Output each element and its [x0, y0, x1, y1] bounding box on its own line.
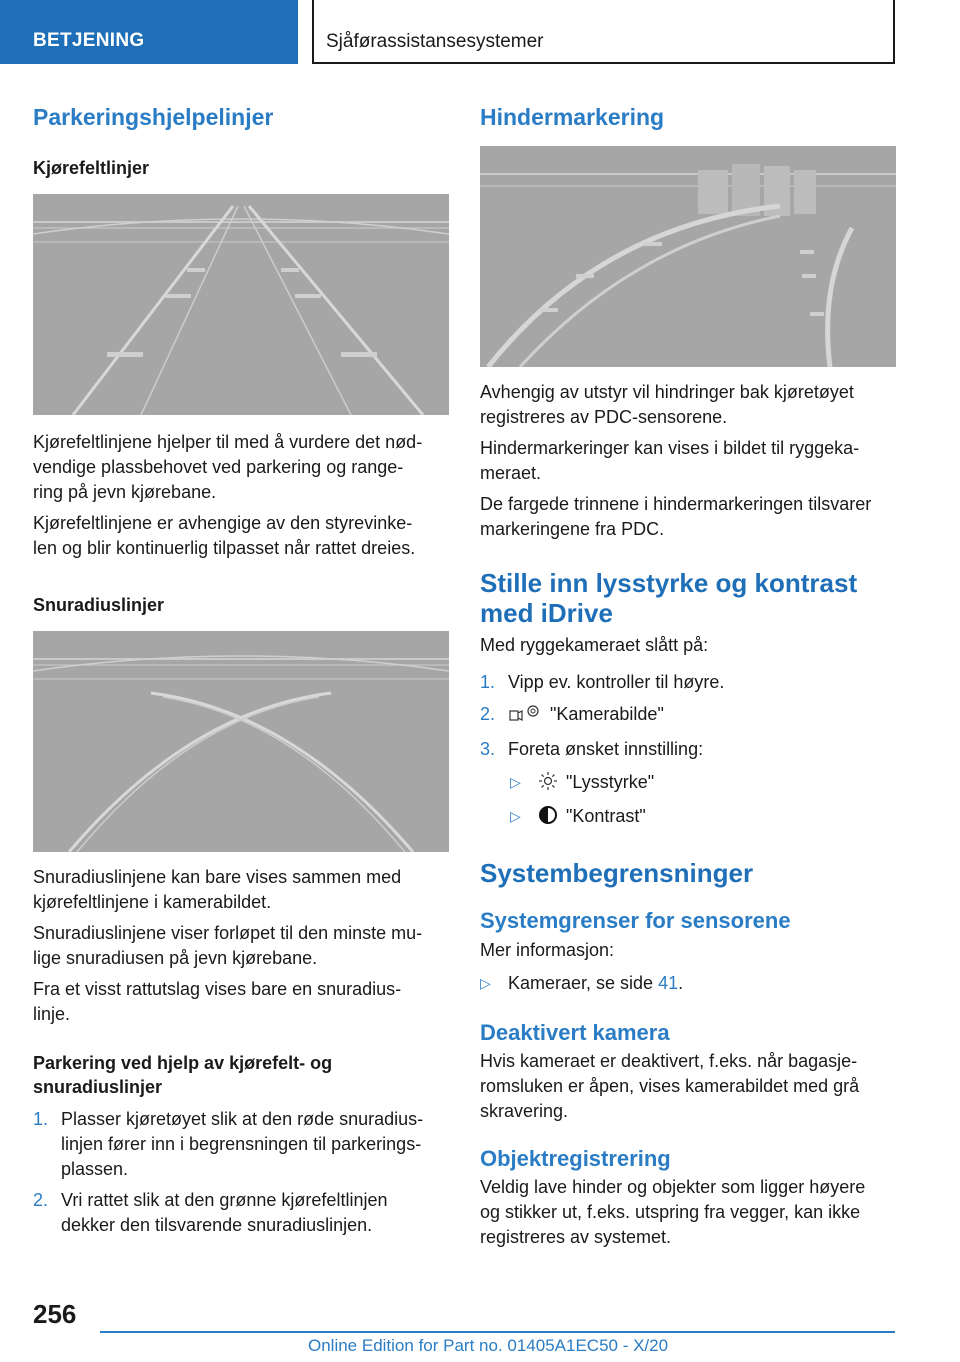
triangle-bullet-icon: ▷	[510, 808, 521, 824]
subtitle-turning-lines: Snuradiuslinjer	[33, 595, 165, 615]
subtitle-parking-with-lines: Parkering ved hjelp av kjørefelt- og snuradiuslinjer	[33, 1053, 333, 1097]
section-label: BETJENING	[33, 30, 145, 51]
list-item: ▷ "Kontrast"	[480, 804, 898, 832]
page-link[interactable]: 41	[658, 973, 679, 993]
obstacle-marking-image	[480, 146, 896, 367]
turning-lines-paragraph-1: Snuradiuslinjene kan bare vises sammen med kjørefeltlinjene i kamerabildet.	[33, 867, 402, 912]
turning-lines-paragraph-3: Fra et visst rattutslag vises bare en snuradius- linje.	[33, 979, 402, 1024]
lane-lines-paragraph-2: Kjørefeltlinjene er avhengige av den styrevinke- len og blir kontinuerlig tilpasset når rattet dreies.	[33, 513, 416, 558]
step-number: 3.	[480, 739, 496, 759]
lane-lines-paragraph-1: Kjørefeltlinjene hjelper til med å vurdere det nød- vendige plassbehovet ved parkering og range- ring på jevn kjørebane.	[33, 432, 423, 502]
title-sensor-limits: Systemgrenser for sensorene	[480, 908, 791, 933]
list-item: 2. "Kamerabilde"	[480, 702, 898, 730]
lane-lines-image	[33, 194, 449, 415]
right-column	[480, 100, 898, 1250]
list-item: 3. Foreta ønsket innstilling:	[480, 737, 898, 762]
triangle-bullet-icon: ▷	[510, 774, 521, 790]
chapter-tab	[312, 0, 895, 64]
more-info-label: Mer informasjon:	[480, 940, 615, 960]
list-item: ▷ "Lysstyrke"	[480, 770, 898, 798]
brightness-icon	[538, 771, 560, 798]
list-item: 1. Vipp ev. kontroller til høyre.	[480, 670, 898, 695]
triangle-bullet-icon: ▷	[480, 975, 491, 991]
camera-settings-icon	[508, 703, 542, 730]
chapter-label: Sjåførassistansesystemer	[326, 31, 544, 52]
object-detection-paragraph: Veldig lave hinder og objekter som ligger høyere og stikker ut, f.eks. utspring fra vegger, kan ikke registreres av systemet.	[480, 1177, 866, 1247]
list-item: 1. Plasser kjøretøyet slik at den røde snuradius- linjen fører inn i begrensningen til parkerings- plassen.	[33, 1109, 424, 1179]
contrast-icon	[538, 805, 560, 832]
section-tab	[0, 0, 298, 64]
left-column	[33, 100, 449, 1238]
title-camera-deactivated: Deaktivert kamera	[480, 1020, 670, 1045]
subtitle-lane-lines: Kjørefeltlinjer	[33, 158, 150, 178]
step-number: 2.	[480, 704, 496, 724]
obstacle-paragraph-1: Avhengig av utstyr vil hindringer bak kjøretøyet registreres av PDC-sensorene.	[480, 382, 854, 427]
step-number: 2.	[33, 1190, 49, 1210]
camera-deactivated-paragraph: Hvis kameraet er deaktivert, f.eks. når bagasje- romsluken er åpen, vises kamerabildet med grå skravering.	[480, 1051, 860, 1121]
list-item: 2. Vri rattet slik at den grønne kjørefeltlinjen dekker den tilsvarende snuradiuslinjen.	[33, 1190, 388, 1235]
title-brightness-contrast: Stille inn lysstyrke og kontrast med iDrive	[480, 568, 858, 628]
footer-divider	[100, 1331, 895, 1333]
title-obstacle-marking: Hindermarkering	[480, 104, 665, 130]
step-number: 1.	[33, 1109, 49, 1129]
obstacle-paragraph-2: Hindermarkeringer kan vises i bildet til ryggeka- meraet.	[480, 438, 860, 483]
turning-lines-image	[33, 631, 449, 852]
obstacle-paragraph-3: De fargede trinnene i hindermarkeringen tilsvarer markeringene fra PDC.	[480, 494, 872, 539]
title-system-limits: Systembegrensninger	[480, 858, 754, 888]
title-object-detection: Objektregistrering	[480, 1146, 671, 1171]
camera-on-intro: Med ryggekameraet slått på:	[480, 635, 709, 655]
list-item: ▷ Kameraer, se side 41.	[480, 971, 898, 996]
step-number: 1.	[480, 672, 496, 692]
title-parking-lines: Parkeringshjelpelinjer	[33, 104, 274, 130]
turning-lines-paragraph-2: Snuradiuslinjene viser forløpet til den minste mu- lige snuradiusen på jevn kjørebane.	[33, 923, 423, 968]
footer-edition: Online Edition for Part no. 01405A1EC50 - X/20	[308, 1336, 669, 1355]
page-number: 256	[33, 1299, 77, 1329]
